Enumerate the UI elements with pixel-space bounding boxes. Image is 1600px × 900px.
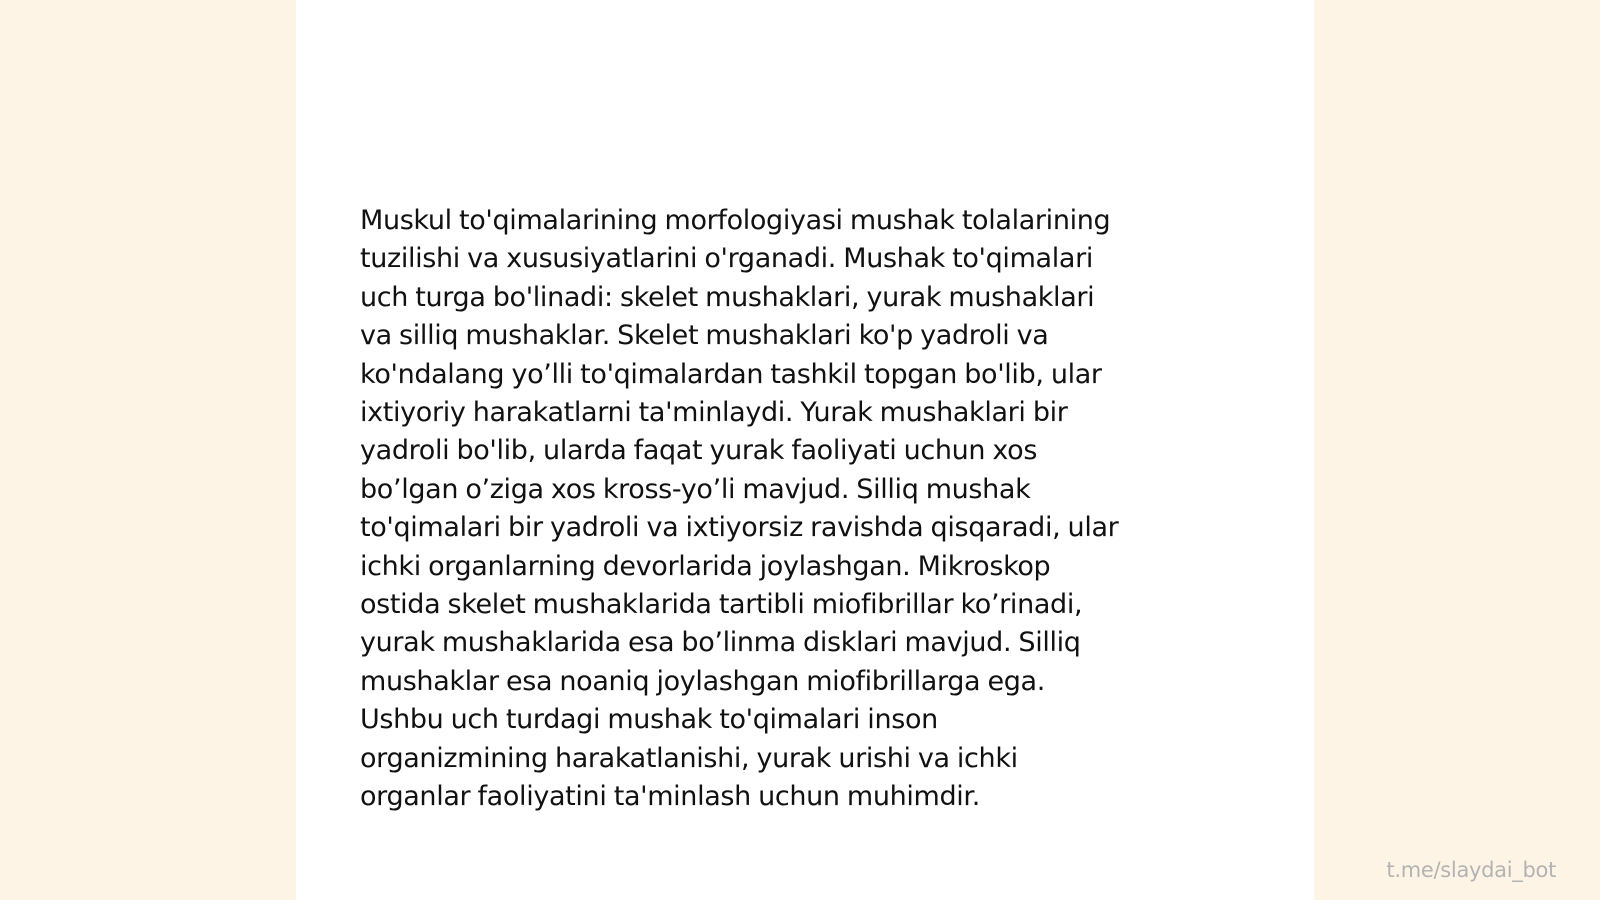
text-line: yurak mushaklarida esa bo’linma disklari mavjud. Silliq bbox=[360, 627, 1081, 659]
text-line: va silliq mushaklar. Skelet mushaklari ko'p yadroli va bbox=[360, 320, 1049, 352]
text-line: ostida skelet mushaklarida tartibli miofibrillar ko’rinadi, bbox=[360, 589, 1083, 621]
text-line: uch turga bo'linadi: skelet mushaklari, yurak mushaklari bbox=[360, 281, 1095, 313]
body-paragraph bbox=[360, 202, 1240, 817]
text-line: mushaklar esa noaniq joylashgan miofibrillarga ega. bbox=[360, 665, 1045, 697]
text-line: to'qimalari bir yadroli va ixtiyorsiz ravishda qisqaradi, ular bbox=[360, 512, 1119, 544]
text-line: ichki organlarning devorlarida joylashgan. Mikroskop bbox=[360, 550, 1051, 582]
text-line: ko'ndalang yo’lli to'qimalardan tashkil topgan bo'lib, ular bbox=[360, 358, 1102, 390]
text-line: organizmining harakatlanishi, yurak urishi va ichki bbox=[360, 742, 1018, 774]
watermark-text: t.me/slaydai_bot bbox=[1386, 858, 1556, 882]
text-line: Muskul to'qimalarining morfologiyasi mushak tolalarining bbox=[360, 205, 1111, 236]
text-line: ixtiyoriy harakatlarni ta'minlaydi. Yurak mushaklari bir bbox=[360, 397, 1068, 429]
text-line: Ushbu uch turdagi mushak to'qimalari inson bbox=[360, 704, 938, 736]
slide-panel bbox=[296, 0, 1314, 900]
text-line: bo’lgan o’ziga xos kross-yo’li mavjud. Silliq mushak bbox=[360, 473, 1031, 505]
text-line: tuzilishi va xususiyatlarini o'rganadi. Mushak to'qimalari bbox=[360, 243, 1093, 275]
text-line: yadroli bo'lib, ularda faqat yurak faoliyati uchun xos bbox=[360, 435, 1038, 467]
text-line: organlar faoliyatini ta'minlash uchun muhimdir. bbox=[360, 781, 980, 813]
